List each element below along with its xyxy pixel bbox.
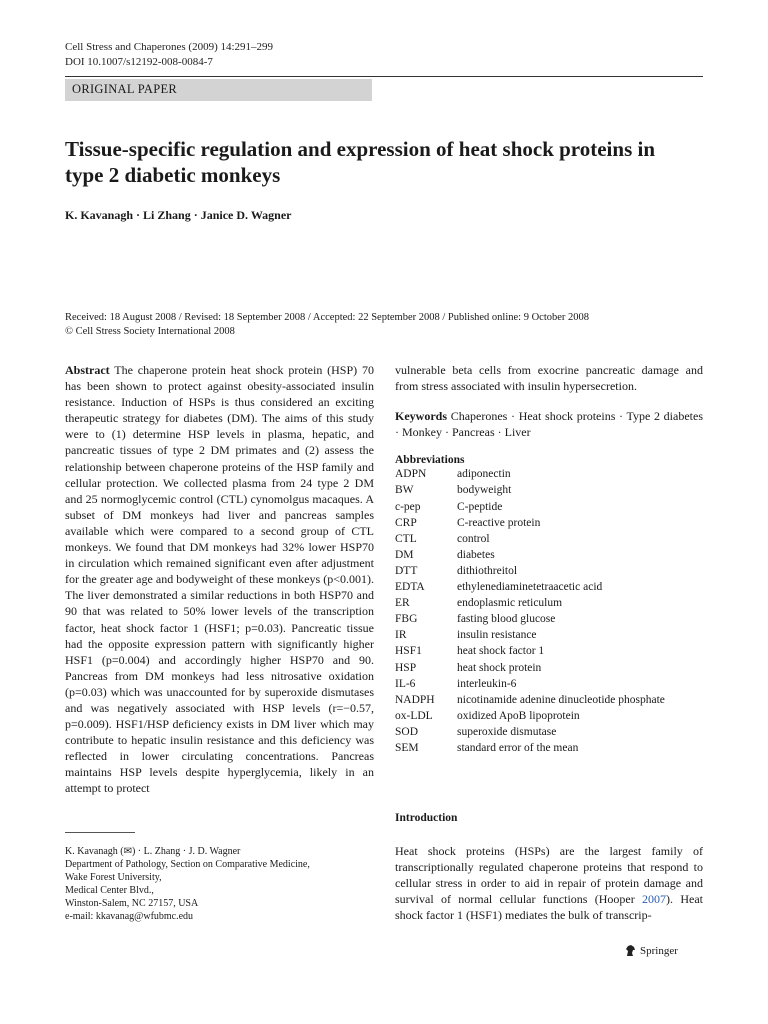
keywords-label: Keywords [395, 409, 447, 424]
abbreviation-definition: ethylenediaminetetraacetic acid [457, 581, 603, 594]
abbreviation-term: BW [395, 484, 414, 497]
abbreviation-definition: C-reactive protein [457, 516, 541, 529]
abbreviation-term: DM [395, 548, 414, 561]
article-title: Tissue-specific regulation and expression of heat shock proteins in type 2 diabetic monkeys [65, 137, 656, 187]
abbreviation-term: CRP [395, 516, 417, 529]
publication-history [65, 311, 589, 339]
abbreviation-term: ER [395, 597, 410, 610]
abbreviation-row [395, 547, 665, 563]
author-affiliation-footnote [65, 845, 310, 923]
footnote-rule [65, 832, 135, 833]
doi[interactable]: DOI 10.1007/s12192-008-0084-7 [65, 56, 213, 68]
abbreviation-row [395, 643, 665, 659]
abbreviation-term: DTT [395, 564, 418, 577]
footnote-email[interactable]: e-mail: kkavanag@wfubmc.edu [65, 911, 194, 922]
abbreviation-definition: superoxide dismutase [457, 725, 557, 738]
abbreviation-definition: adiponectin [457, 468, 511, 481]
abbreviation-row [395, 563, 665, 579]
abbreviation-term: EDTA [395, 581, 425, 594]
abbreviation-definition: interleukin-6 [457, 677, 517, 690]
abbreviations-table [395, 466, 665, 756]
abbreviation-row [395, 627, 665, 643]
abbreviation-definition: heat shock protein [457, 661, 542, 674]
abbreviation-row [395, 660, 665, 676]
abbreviation-row [395, 515, 665, 531]
abbreviation-row [395, 595, 665, 611]
abbreviation-term: FBG [395, 613, 418, 626]
abbreviation-term: CTL [395, 532, 417, 545]
springer-horse-icon [624, 944, 637, 957]
abstract-label: Abstract [65, 363, 110, 377]
abbreviation-term: HSP [395, 661, 417, 674]
abbreviation-term: SEM [395, 741, 419, 754]
introduction-text: Heat shock proteins (HSPs) are the largest family of transcriptionally regulated chaperone proteins that respond to cellular stress in order to aid in repair of protein damage and survival of normal cellular functions (Hooper 2007). Heat shock factor 1 (HSF1) mediates the bulk of transcrip- [395, 844, 703, 923]
abbreviation-row [395, 708, 665, 724]
abstract-continuation: vulnerable beta cells from exocrine pancreatic damage and from stress associated with insulin hypersecretion. [395, 363, 703, 394]
abbreviation-definition: C-peptide [457, 500, 503, 513]
abstract-text: The chaperone protein heat shock protein (HSP) 70 has been shown to protect against obesity-associated insulin resistance. Induction of HSPs is thus considered an exciting therapeutic strategy for diabetes (DM). The aims of this study were to (1) determine HSP levels in plasma, hepatic, and pancreatic tissues of type 2 DM primates and (2) assess the relationship between chaperone proteins of the HSP family and cellular protection. We collected plasma from 24 type 2 DM and 25 normoglycemic control (CTL) cynomolgus macaques. A subset of DM monkeys had liver and pancreas samples available which were compared to a second group of CTL monkeys. We found that DM monkeys had 32% lower HSP70 in circulation which remained significant even after adjustment for the greater age and bodyweight of these monkeys (p<0.001). The liver demonstrated a similar reductions in both HSP70 and 90 that was related to 50% lower levels of the transcription factor, heat shock factor 1 (HSF1; p=0.03). Pancreatic tissue had the opposite expression pattern with significantly higher HSF1 (p=0.004) and accordingly higher HSP70 and 90. Pancreas from DM monkeys had less nitrosative oxidation (p=0.03) which was unaccounted for by superoxide dismutases and was negatively associated with HSP levels (r=−0.57, p=0.009). HSF1/HSP deficiency exists in DM liver which may contribute to hepatic insulin resistance and this deficiency was reflected in lower circulating concentrations. Pancreas maintains HSP levels despite hyperglycemia, likely in an attempt to protect [65, 363, 374, 796]
paper-type-label: ORIGINAL PAPER [65, 79, 372, 101]
publisher-logo [624, 944, 678, 957]
abbreviation-row [395, 724, 665, 740]
journal-citation: Cell Stress and Chaperones (2009) 14:291–299 [65, 41, 274, 53]
author-list: K. Kavanagh · Li Zhang · Janice D. Wagner [65, 208, 292, 222]
abbreviation-term: ox-LDL [395, 709, 433, 722]
abstract-column [65, 362, 374, 797]
abbreviation-term: c-pep [395, 500, 421, 513]
copyright-icon: © [65, 326, 73, 337]
abbreviation-row [395, 482, 665, 498]
abbreviation-definition: diabetes [457, 548, 495, 561]
abbreviation-row [395, 676, 665, 692]
abbreviation-row [395, 499, 665, 515]
abbreviation-definition: dithiothreitol [457, 564, 518, 577]
abbreviation-row [395, 611, 665, 627]
abbreviation-definition: control [457, 532, 490, 545]
abbreviation-definition: fasting blood glucose [457, 613, 556, 626]
abbreviation-term: SOD [395, 725, 419, 738]
publisher-name: Springer [640, 944, 678, 957]
abbreviation-definition: bodyweight [457, 484, 512, 497]
abbreviation-definition: insulin resistance [457, 629, 537, 642]
abbreviation-row [395, 740, 665, 756]
footnote-address-1: Department of Pathology, Section on Comparative Medicine, [65, 859, 310, 870]
abbreviation-definition: heat shock factor 1 [457, 645, 545, 658]
journal-header [65, 40, 273, 70]
abbreviation-row [395, 466, 665, 482]
footnote-address-2: Wake Forest University, [65, 872, 162, 883]
footnote-address-3: Medical Center Blvd., [65, 885, 154, 896]
abbreviations-heading: Abbreviations [395, 454, 465, 467]
abbreviation-definition: oxidized ApoB lipoprotein [457, 709, 580, 722]
footnote-authors: K. Kavanagh (✉) · L. Zhang · J. D. Wagner [65, 846, 241, 857]
abbreviation-definition: standard error of the mean [457, 741, 579, 754]
abbreviation-term: NADPH [395, 693, 435, 706]
abbreviation-row [395, 692, 665, 708]
abbreviation-term: IR [395, 629, 407, 642]
history-dates: Received: 18 August 2008 / Revised: 18 September 2008 / Accepted: 22 September 2008 / Published online: 9 October 2008 [65, 312, 590, 323]
footnote-address-4: Winston-Salem, NC 27157, USA [65, 898, 199, 909]
keywords-block [395, 408, 703, 440]
introduction-heading: Introduction [395, 812, 458, 824]
keywords-text: Chaperones · Heat shock proteins · Type 2 diabetes · Monkey · Pancreas · Liver [395, 409, 703, 440]
right-column [395, 362, 703, 756]
citation-link[interactable]: 2007 [642, 892, 667, 907]
abbreviation-term: IL-6 [395, 677, 416, 690]
abbreviation-definition: endoplasmic reticulum [457, 597, 563, 610]
header-rule [65, 76, 703, 77]
abbreviations-block [395, 454, 703, 756]
abbreviation-term: ADPN [395, 468, 427, 481]
abbreviation-row [395, 531, 665, 547]
abbreviation-definition: nicotinamide adenine dinucleotide phosphate [457, 693, 665, 706]
abbreviation-row [395, 579, 665, 595]
copyright-line: © Cell Stress Society International 2008 [65, 326, 235, 337]
abbreviation-term: HSF1 [395, 645, 422, 658]
